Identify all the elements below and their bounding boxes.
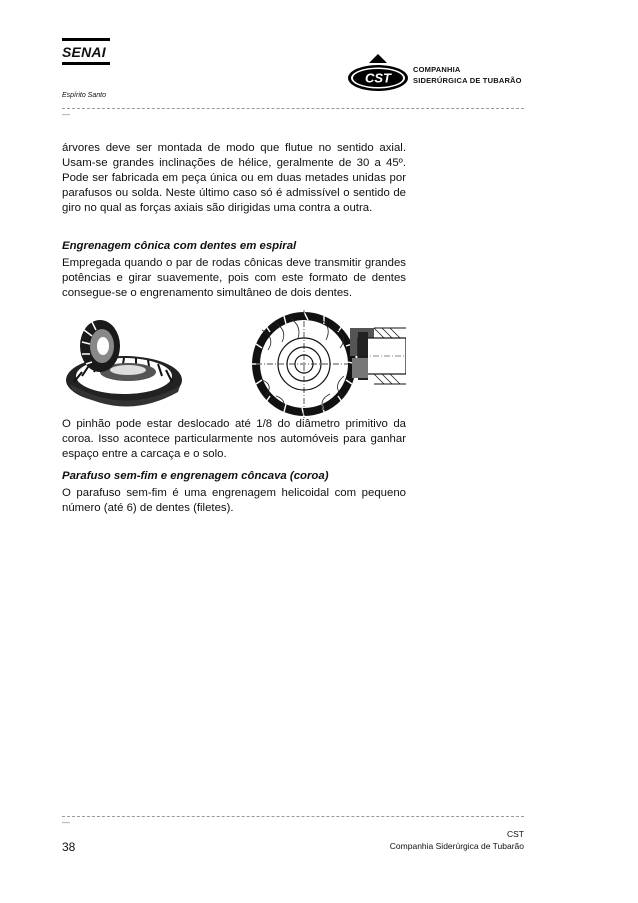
company-name-line2: SIDERÚRGICA DE TUBARÃO: [413, 76, 522, 85]
cst-logo: [347, 53, 409, 93]
bevel-gear-section-drawing: [252, 310, 406, 418]
paragraph-2: Empregada quando o par de rodas cônicas deve transmitir grandes potências e girar suavemente, pois com este formato de dentes consegue-se o engrenamento simultâneo de dois dentes.: [62, 257, 406, 299]
footer-company: [390, 828, 524, 852]
footer-company-abbr: CST: [507, 829, 524, 839]
senai-subtitle: Espírito Santo: [62, 92, 106, 99]
company-name-line1: COMPANHIA: [413, 65, 461, 74]
bevel-gear-perspective-drawing: [66, 320, 182, 407]
header-rule: [62, 108, 524, 109]
company-name: [413, 64, 522, 86]
senai-logo: [62, 38, 110, 65]
heading-parafuso-sem-fim: Parafuso sem-fim e engrenagem côncava (coroa): [62, 470, 329, 482]
footer-rule: [62, 816, 524, 817]
heading-engrenagem-conica: Engrenagem cônica com dentes em espiral: [62, 240, 297, 252]
senai-logo-bar-bottom: [62, 62, 110, 65]
paragraph-4: O parafuso sem-fim é uma engrenagem helicoidal com pequeno número (até 6) de dentes (filetes).: [62, 487, 406, 514]
header-rule-tick: —: [62, 110, 70, 119]
footer-rule-tick: —: [62, 818, 70, 827]
paragraph-3: O pinhão pode estar deslocado até 1/8 do diâmetro primitivo da coroa. Isso acontece particularmente nos automóveis para ganhar espaço entre a carcaça e o solo.: [62, 418, 406, 460]
spiral-bevel-gear-figure: [62, 310, 406, 418]
footer-company-name: Companhia Siderúrgica de Tubarão: [389, 841, 524, 851]
cst-logo-text: CST: [365, 70, 391, 86]
senai-logo-bar-top: [62, 38, 110, 41]
page-number: 38: [62, 840, 76, 854]
paragraph-1: árvores deve ser montada de modo que flutue no sentido axial. Usam-se grandes inclinações de hélice, geralmente de 30 a 45º. Pode ser fabricada em peça única ou em duas metades unidas por parafusos ou solda. Neste último caso só é admissível o sentido de giro no qual as forças axiais são dirigidas uma contra a outra.: [62, 142, 406, 214]
senai-logo-text: SENAI: [62, 44, 106, 60]
